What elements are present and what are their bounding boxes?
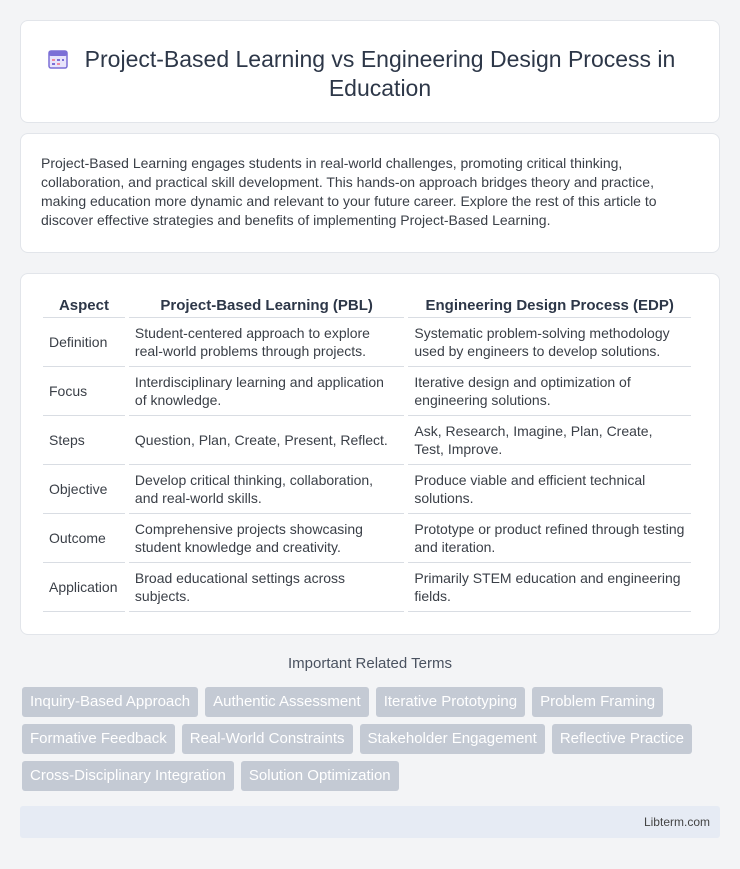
edp-cell: Prototype or product refined through testing and iteration.: [408, 514, 691, 563]
table-row: [43, 563, 691, 612]
page-title: Project-Based Learning vs Engineering Design Process in Education: [84, 46, 676, 101]
title-card: [20, 20, 720, 123]
edp-cell: Systematic problem-solving methodology used by engineers to develop solutions.: [408, 318, 691, 367]
table-row: [43, 416, 691, 465]
edp-cell: Produce viable and efficient technical solutions.: [408, 465, 691, 514]
term-tag[interactable]: Reflective Practice: [552, 724, 692, 754]
term-tag[interactable]: Problem Framing: [532, 687, 663, 717]
intro-paragraph: Project-Based Learning engages students in real-world challenges, promoting critical thinking, collaboration, and practical skill development. This hands-on approach bridges theory and practice, making education more dynamic and relevant to your future career. Explore the rest of this article to discover effective strategies and benefits of implementing Project-Based Learning.: [41, 155, 657, 228]
footer-site-link[interactable]: Libterm.com: [643, 815, 710, 829]
aspect-cell: Objective: [43, 465, 125, 514]
pbl-cell: Student-centered approach to explore real-world problems through projects.: [129, 318, 404, 367]
term-tag[interactable]: Cross-Disciplinary Integration: [22, 761, 234, 791]
table-row: [43, 367, 691, 416]
column-header: Engineering Design Process (EDP): [408, 292, 691, 318]
comparison-table: [39, 292, 695, 612]
term-tag[interactable]: Real-World Constraints: [182, 724, 353, 754]
term-tag[interactable]: Formative Feedback: [22, 724, 175, 754]
table-header-row: [43, 292, 691, 318]
table-row: [43, 514, 691, 563]
pbl-cell: Comprehensive projects showcasing student knowledge and creativity.: [129, 514, 404, 563]
aspect-cell: Definition: [43, 318, 125, 367]
pbl-cell: Develop critical thinking, collaboration, and real-world skills.: [129, 465, 404, 514]
term-tag[interactable]: Solution Optimization: [241, 761, 399, 791]
pbl-cell: Broad educational settings across subjects.: [129, 563, 404, 612]
table-row: [43, 318, 691, 367]
related-terms-heading: Important Related Terms: [288, 655, 452, 672]
term-tag[interactable]: Stakeholder Engagement: [360, 724, 545, 754]
pbl-cell: Interdisciplinary learning and application of knowledge.: [129, 367, 404, 416]
term-tag[interactable]: Iterative Prototyping: [376, 687, 525, 717]
intro-card: [20, 133, 720, 253]
column-header: Project-Based Learning (PBL): [129, 292, 404, 318]
edp-cell: Iterative design and optimization of engineering solutions.: [408, 367, 691, 416]
term-tag[interactable]: Inquiry-Based Approach: [22, 687, 198, 717]
pbl-cell: Question, Plan, Create, Present, Reflect.: [129, 416, 404, 465]
term-tag[interactable]: Authentic Assessment: [205, 687, 369, 717]
aspect-cell: Focus: [43, 367, 125, 416]
table-row: [43, 465, 691, 514]
edp-cell: Ask, Research, Imagine, Plan, Create, Test, Improve.: [408, 416, 691, 465]
edp-cell: Primarily STEM education and engineering fields.: [408, 563, 691, 612]
footer: [20, 806, 720, 838]
related-terms-list: [22, 687, 722, 791]
comparison-table-card: [20, 273, 720, 635]
aspect-cell: Outcome: [43, 514, 125, 563]
aspect-cell: Steps: [43, 416, 125, 465]
aspect-cell: Application: [43, 563, 125, 612]
column-header: Aspect: [43, 292, 125, 318]
